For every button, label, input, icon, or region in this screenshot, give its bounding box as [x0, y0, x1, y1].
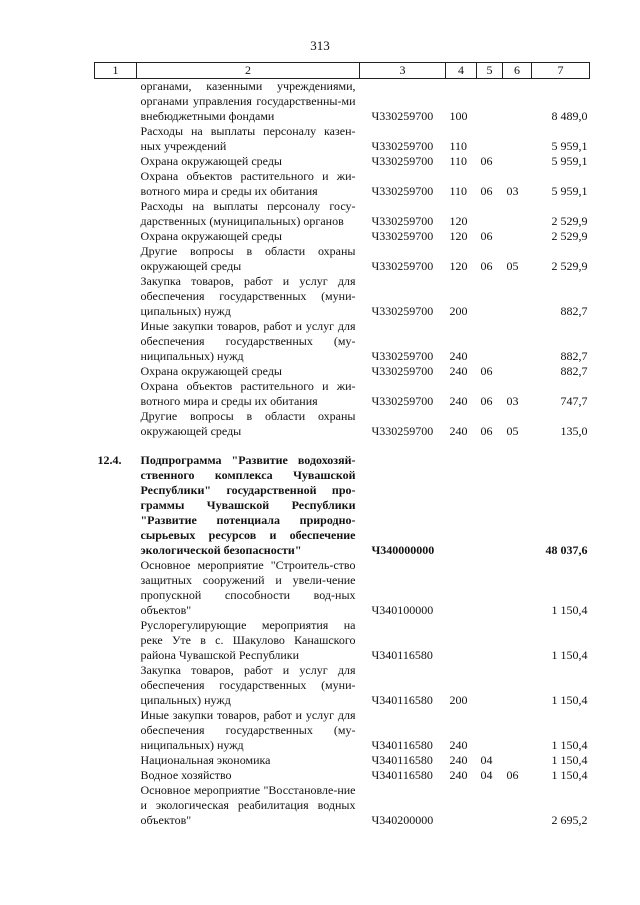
header-col-7: 7: [532, 63, 590, 79]
row-amount: 882,7: [560, 364, 588, 378]
row-pr: [503, 708, 532, 753]
row-rz: 06: [480, 154, 493, 168]
row-number: [95, 708, 137, 753]
row-vr: 110: [449, 139, 468, 153]
row-code: Ч340116580: [371, 648, 433, 662]
row-rz: [477, 708, 503, 753]
spacer-row: [95, 439, 590, 453]
row-code: Ч330259700: [371, 304, 434, 318]
row-name: Охрана объектов растительного и жи-вотного мира и среды их обитания: [140, 169, 356, 198]
row-code: Ч340100000: [371, 603, 434, 617]
row-rz: [477, 319, 503, 364]
header-col-3: 3: [360, 63, 446, 79]
row-pr: [503, 319, 532, 364]
row-number: [95, 154, 137, 169]
row-pr: [503, 229, 532, 244]
table-row: [95, 708, 590, 753]
row-name: Охрана окружающей среды: [140, 364, 282, 378]
row-vr: 240: [449, 768, 468, 782]
row-rz: 06: [480, 229, 493, 243]
row-pr: [503, 154, 532, 169]
row-name: Национальная экономика: [140, 753, 271, 767]
row-code: Ч340116580: [371, 693, 433, 707]
table-row: [95, 453, 590, 558]
header-row: [95, 63, 590, 79]
row-rz: [477, 199, 503, 229]
row-rz: [477, 618, 503, 663]
row-pr: [503, 199, 532, 229]
row-number: [95, 274, 137, 319]
spacer-cell: [95, 439, 590, 453]
row-code: Ч340116580: [371, 753, 433, 767]
row-code: Ч330259700: [371, 259, 434, 273]
row-name: Другие вопросы в области охраны окружающей среды: [140, 244, 356, 273]
row-vr: [446, 618, 477, 663]
row-rz: 06: [480, 184, 493, 198]
row-amount: 2 529,9: [551, 229, 588, 243]
row-pr: [503, 783, 532, 828]
row-rz: [477, 783, 503, 828]
table-row: [95, 783, 590, 828]
row-name: Закупка товаров, работ и услуг для обеспечения государственных (муни-ципальных) нужд: [140, 663, 356, 707]
row-vr: 100: [449, 109, 468, 123]
row-code: Ч340200000: [371, 813, 434, 827]
row-amount: 5 959,1: [551, 154, 588, 168]
row-name: Охрана объектов растительного и жи-вотного мира и среды их обитания: [140, 379, 356, 408]
header-col-1: 1: [95, 63, 137, 79]
row-rz: [477, 274, 503, 319]
row-number: 12.4.: [97, 453, 122, 467]
row-vr: [446, 783, 477, 828]
row-vr: 110: [449, 154, 468, 168]
row-number: [95, 783, 137, 828]
row-pr: 05: [506, 424, 519, 438]
row-number: [95, 244, 137, 274]
row-amount: 1 150,4: [551, 603, 588, 617]
row-number: [95, 663, 137, 708]
header-col-6: 6: [503, 63, 532, 79]
row-vr: 240: [449, 364, 468, 378]
row-name: Подпрограмма "Развитие водохозяй-ственного комплекса Чувашской Республики" государственной про-граммы Чувашской Республики "Развитие потенциала природно-сырьевых ресурсов и обеспечение экологической безопасности": [140, 453, 356, 557]
row-amount: 747,7: [560, 394, 588, 408]
row-pr: [503, 124, 532, 154]
row-code: Ч340116580: [371, 738, 433, 752]
row-name: Основное мероприятие "Восстановле-ние и экологическая реабилитация водных объектов": [140, 783, 356, 827]
row-number: [95, 169, 137, 199]
table-row: [95, 229, 590, 244]
row-pr: 03: [506, 184, 519, 198]
table-row: [95, 169, 590, 199]
row-amount: 882,7: [560, 349, 588, 363]
row-amount: 1 150,4: [551, 768, 588, 782]
budget-table: [94, 62, 590, 828]
row-vr: 120: [449, 259, 468, 273]
row-code: Ч330259700: [371, 364, 434, 378]
row-vr: 240: [449, 424, 468, 438]
row-pr: [503, 663, 532, 708]
table-row: [95, 124, 590, 154]
row-code: Ч330259700: [371, 109, 434, 123]
row-code: Ч330259700: [371, 184, 434, 198]
row-rz: [477, 124, 503, 154]
row-vr: 120: [449, 214, 468, 228]
table-row: [95, 364, 590, 379]
table-row: [95, 319, 590, 364]
row-name: Расходы на выплаты персоналу казен-ных учреждений: [140, 124, 356, 153]
row-amount: 1 150,4: [551, 753, 588, 767]
row-vr: [446, 453, 477, 558]
row-name: Водное хозяйство: [140, 768, 232, 782]
row-amount: 882,7: [560, 304, 588, 318]
row-amount: 135,0: [560, 424, 588, 438]
row-amount: 2 529,9: [551, 214, 588, 228]
row-name: Иные закупки товаров, работ и услуг для обеспечения государственных (му-ниципальных) нужд: [140, 319, 356, 363]
row-amount: 8 489,0: [551, 109, 588, 123]
row-amount: 48 037,6: [545, 543, 588, 557]
row-number: [95, 319, 137, 364]
row-name: Другие вопросы в области охраны окружающей среды: [140, 409, 356, 438]
row-name: Основное мероприятие "Строитель-ство защитных сооружений и увели-чение пропускной способности вод-ных объектов": [140, 558, 356, 617]
row-code: Ч330259700: [371, 154, 434, 168]
table-row: [95, 753, 590, 768]
table-header: [95, 63, 590, 79]
table-row: [95, 79, 590, 125]
row-pr: [503, 79, 532, 125]
header-col-5: 5: [477, 63, 503, 79]
row-number: [95, 229, 137, 244]
row-pr: [503, 364, 532, 379]
row-rz: [477, 79, 503, 125]
row-name: Охрана окружающей среды: [140, 229, 282, 243]
row-vr: 200: [449, 304, 468, 318]
row-rz: 04: [480, 753, 493, 767]
row-vr: 240: [449, 753, 468, 767]
row-number: [95, 79, 137, 125]
row-vr: [446, 558, 477, 618]
row-amount: 1 150,4: [551, 693, 588, 707]
row-rz: 06: [480, 424, 493, 438]
row-pr: [503, 558, 532, 618]
row-name: органами, казенными учреждениями, органами управления государственны-ми внебюджетными фондами: [140, 79, 356, 123]
row-pr: [503, 753, 532, 768]
row-amount: 1 150,4: [551, 738, 588, 752]
row-rz: 06: [480, 364, 493, 378]
table-row: [95, 768, 590, 783]
table-body: [95, 79, 590, 829]
row-number: [95, 768, 137, 783]
row-amount: 1 150,4: [551, 648, 588, 662]
row-name: Руслорегулирующие мероприятия на реке Уте в с. Шакулово Канашского района Чувашской Республики: [140, 618, 356, 662]
row-number: [95, 409, 137, 439]
table-row: [95, 379, 590, 409]
row-code: Ч330259700: [371, 214, 434, 228]
table-row: [95, 274, 590, 319]
row-rz: [477, 663, 503, 708]
table-row: [95, 154, 590, 169]
row-rz: [477, 453, 503, 558]
table-row: [95, 199, 590, 229]
row-amount: 5 959,1: [551, 184, 588, 198]
row-rz: 06: [480, 394, 493, 408]
row-number: [95, 199, 137, 229]
row-number: [95, 618, 137, 663]
header-col-4: 4: [446, 63, 477, 79]
table-row: [95, 558, 590, 618]
row-code: Ч340000000: [371, 543, 435, 557]
row-code: Ч330259700: [371, 349, 434, 363]
row-vr: 110: [449, 184, 468, 198]
table-row: [95, 618, 590, 663]
row-pr: [503, 618, 532, 663]
table-row: [95, 244, 590, 274]
row-code: Ч330259700: [371, 139, 434, 153]
row-amount: 2 695,2: [551, 813, 588, 827]
row-number: [95, 364, 137, 379]
page-number: 313: [310, 38, 330, 53]
row-amount: 2 529,9: [551, 259, 588, 273]
row-number: [95, 379, 137, 409]
row-code: Ч340116580: [371, 768, 433, 782]
table-row: [95, 409, 590, 439]
row-vr: 240: [449, 394, 468, 408]
row-rz: 04: [480, 768, 493, 782]
row-rz: [477, 558, 503, 618]
row-pr: 05: [506, 259, 519, 273]
row-pr: 06: [506, 768, 519, 782]
row-name: Закупка товаров, работ и услуг для обеспечения государственных (муни-ципальных) нужд: [140, 274, 356, 318]
row-vr: 200: [449, 693, 468, 707]
row-number: [95, 124, 137, 154]
row-name: Иные закупки товаров, работ и услуг для обеспечения государственных (му-ниципальных) нужд: [140, 708, 356, 752]
table-row: [95, 663, 590, 708]
row-name: Расходы на выплаты персоналу госу-дарственных (муниципальных) органов: [140, 199, 356, 228]
row-vr: 240: [449, 349, 468, 363]
row-pr: [503, 453, 532, 558]
row-rz: 06: [480, 259, 493, 273]
row-pr: [503, 274, 532, 319]
row-amount: 5 959,1: [551, 139, 588, 153]
row-code: Ч330259700: [371, 394, 434, 408]
row-name: Охрана окружающей среды: [140, 154, 282, 168]
row-number: [95, 753, 137, 768]
row-code: Ч330259700: [371, 424, 434, 438]
row-number: [95, 558, 137, 618]
header-col-2: 2: [137, 63, 360, 79]
row-pr: 03: [506, 394, 519, 408]
row-code: Ч330259700: [371, 229, 434, 243]
row-vr: 240: [449, 738, 468, 752]
row-vr: 120: [449, 229, 468, 243]
